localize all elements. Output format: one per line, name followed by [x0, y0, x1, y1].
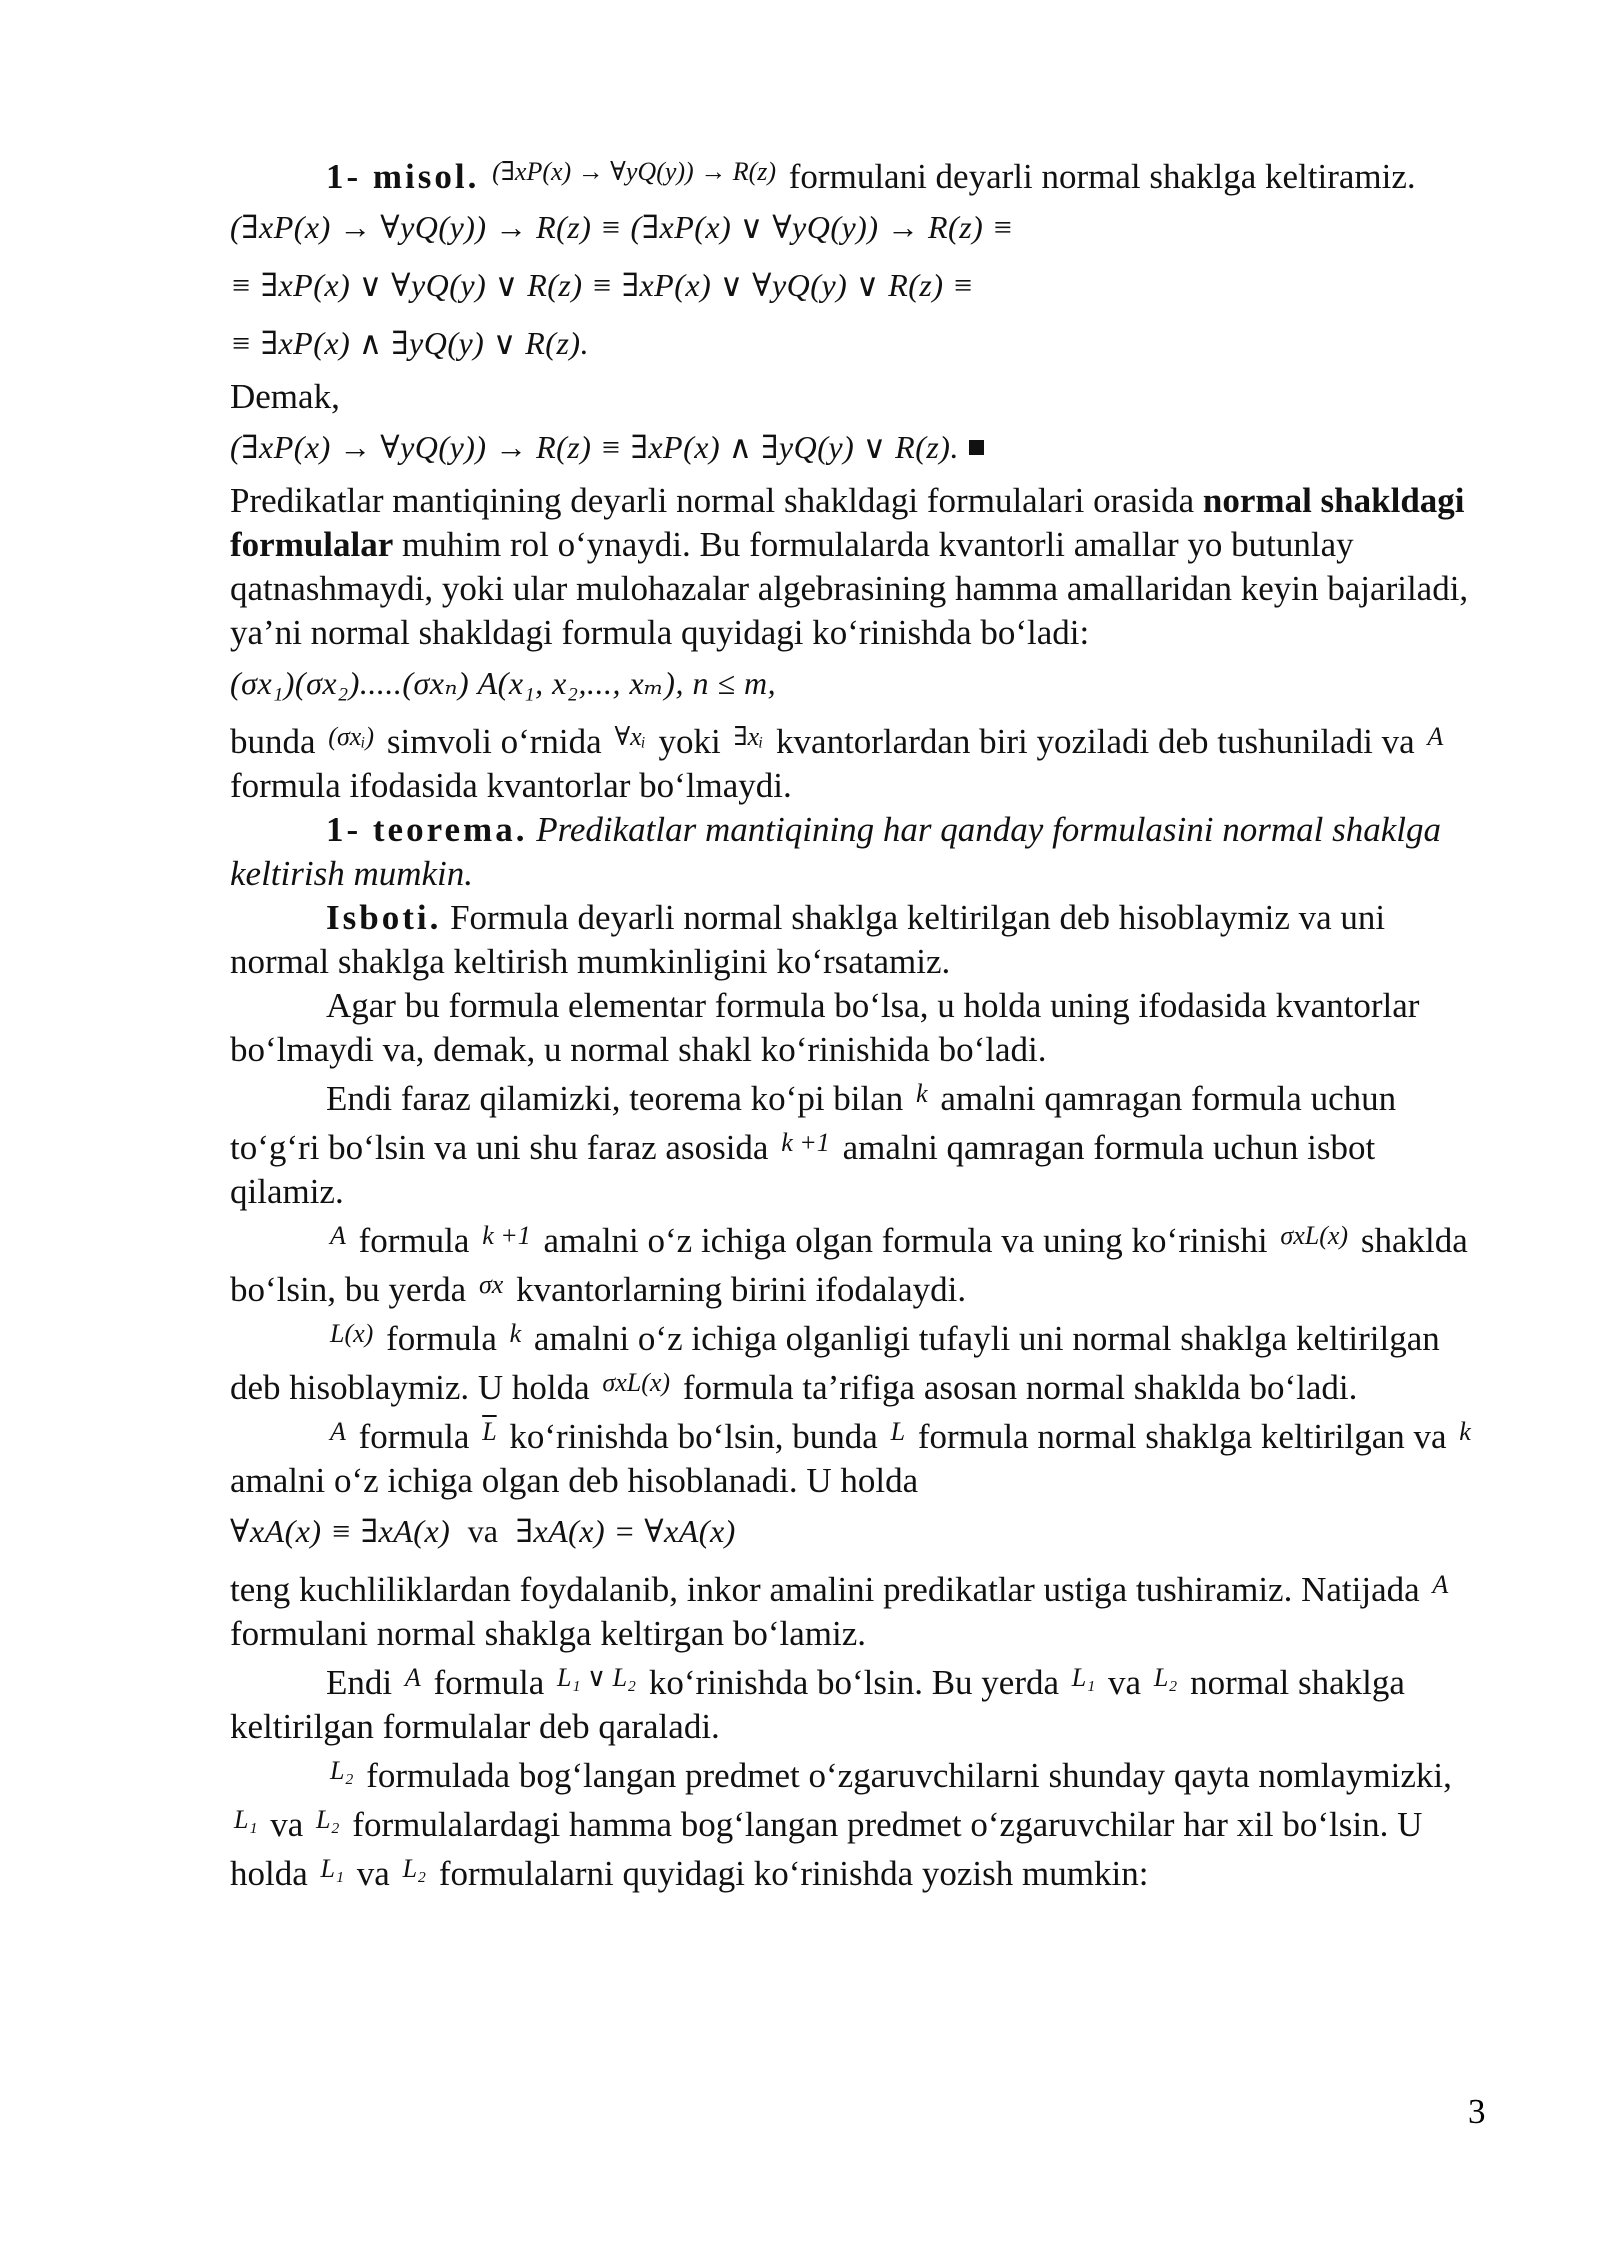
document-page	[230, 150, 1490, 1896]
rename-paragraph: $^{L_2}$ formulada bog‘langan predmet o‘zgaruvchilarni shunday qayta nomlaymizki, $^{L_1}$ va $^{L_2}$ formulalardagi hamma bog‘langan predmet o‘zgaruvchilar har xil bo‘lsin. U holda $^{L_1}$ va $^{L_2}$ formulalarni quyidagi ko‘rinishda yozish mumkin:	[230, 1756, 1452, 1893]
negation-case-paragraph: $^A$ formula $^{\overline{L}}$ ko‘rinishda bo‘lsin, bunda $^L$ formula normal shaklga keltirilgan va $^k$ amalni o‘z ichiga olgan deb hisoblanadi. U holda	[230, 1417, 1471, 1500]
derivation-line-2: ≡ ∃xP(x) ∨ ∀yQ(y) ∨ R(z) ≡ ∃xP(x) ∨ ∀yQ(y) ∨ R(z) ≡	[230, 267, 975, 303]
normal-form-term: normal shakldagi formulalar	[230, 481, 1465, 564]
normal-form-formula: (σx₁)(σx₂).....(σxₙ) A(x₁, x₂,..., xₘ), n ≤ m,	[230, 665, 777, 701]
example-text: formulani deyarli normal shaklga keltiramiz.	[780, 157, 1416, 196]
derivation-line-3: ≡ ∃xP(x) ∧ ∃yQ(y) ∨ R(z).	[230, 325, 590, 361]
induction-paragraph: Endi faraz qilamizki, teorema ko‘pi bilan $^k$ amalni qamragan formula uchun to‘g‘ri bo‘lsin va uni shu faraz asosida $^{k +1}$ amalni qamragan formula uchun isbot qilamiz.	[230, 1079, 1397, 1211]
result-formula: (∃xP(x) → ∀yQ(y)) → R(z) ≡ ∃xP(x) ∧ ∃yQ(y) ∨ R(z).	[230, 421, 1490, 473]
disjunction-case-paragraph: Endi $^A$ formula $^{L_1 \vee L_2}$ ko‘rinishda bo‘lsin. Bu yerda $^{L_1}$ va $^{L_2}$ normal shaklga keltirilgan formulalar deb qaraladi.	[230, 1663, 1405, 1746]
normal-form-paragraph: Predikatlar mantiqining deyarli normal shakldagi formulalari orasida normal shakldagi formulalar muhim rol o‘ynaydi. Bu formulalarda kvantorli amallar yo butunlay qatnashmaydi, yoki ular mulohazalar algebrasining hamma amallaridan keyin bajariladi, ya’ni normal shakldagi formula quyidagi ko‘rinishda bo‘ladi:	[230, 481, 1469, 652]
equivalences-line: ∀xA(x) ≡ ∃xA(x) va ∃xA(x) = ∀xA(x)	[230, 1513, 736, 1549]
page-number: 3	[1468, 2092, 1486, 2131]
proof-paragraph: Isboti. Formula deyarli normal shaklga keltirilgan deb hisoblaymiz va uni normal shaklga keltirish mumkinligini ko‘rsatamiz.	[230, 898, 1386, 981]
proof-label: Isboti.	[326, 898, 442, 937]
derivation-line-1: (∃xP(x) → ∀yQ(y)) → R(z) ≡ (∃xP(x) ∨ ∀yQ(y)) → R(z) ≡	[230, 209, 1014, 245]
push-negation-paragraph: teng kuchliliklardan foydalanib, inkor amalini predikatlar ustiga tushiramiz. Natijada $^A$ formulani normal shaklga keltirgan bo‘lamiz.	[230, 1570, 1449, 1653]
example-paragraph	[230, 150, 1490, 199]
end-of-example-square-icon	[969, 440, 984, 455]
theorem-label: 1- teorema.	[326, 810, 528, 849]
l-formula-paragraph: $^{L(x)}$ formula $^k$ amalni o‘z ichiga olganligi tufayli uni normal shaklga keltirilgan deb hisoblaymiz. U holda $^{\sigma xL(x)}$ formula ta’rifiga asosan normal shaklda bo‘ladi.	[230, 1319, 1440, 1407]
elementary-paragraph: Agar bu formula elementar formula bo‘lsa, u holda uning ifodasida kvantorlar bo‘lmaydi va, demak, u normal shakl ko‘rinishida bo‘ladi.	[230, 986, 1420, 1069]
theorem-text: Predikatlar mantiqining har qanday formulasini normal shaklga keltirish mumkin.	[230, 810, 1441, 893]
sigma-paragraph: bunda $^{(\sigma xᵢ)}$ simvoli o‘rnida $^{\forall xᵢ}$ yoki $^{\exists xᵢ}$ kvantorlardan biri yoziladi deb tushuniladi va $^A$ formula ifodasida kvantorlar bo‘lmaydi.	[230, 722, 1444, 805]
quantifier-case-paragraph: $^A$ formula $^{k +1}$ amalni o‘z ichiga olgan formula va uning ko‘rinishi $^{\sigma xL(x)}$ shaklda bo‘lsin, bu yerda $^{\sigma x}$ kvantorlarning birini ifodalaydi.	[230, 1221, 1468, 1309]
theorem-paragraph	[230, 808, 1490, 896]
demak-text: Demak,	[230, 377, 340, 416]
example-label: 1- misol.	[326, 157, 480, 196]
example-formula: (∃xP(x) → ∀yQ(y)) → R(z)	[492, 157, 777, 186]
